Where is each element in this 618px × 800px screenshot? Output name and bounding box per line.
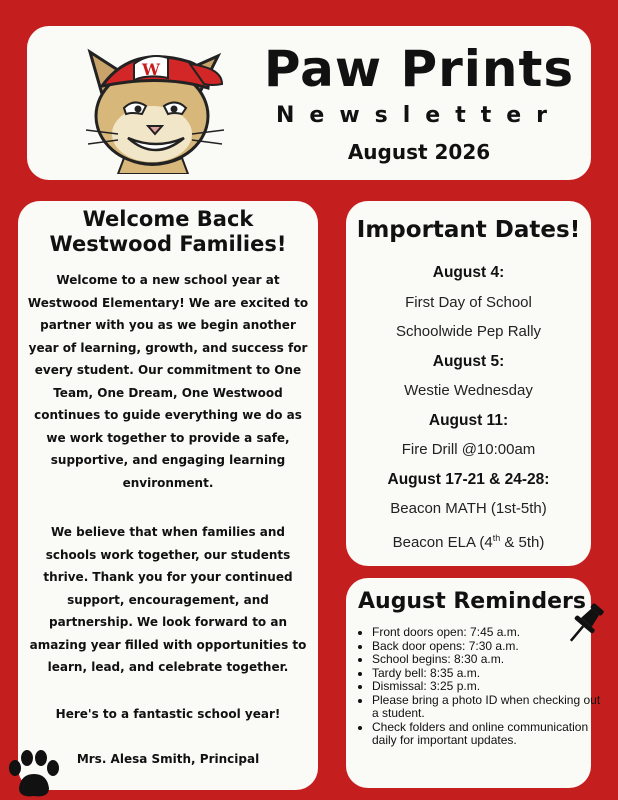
reminders-list: [358, 626, 602, 748]
reminder-item: • Tardy bell: 8:35 a.m.: [372, 667, 602, 681]
welcome-title-line2: Westwood Families!: [49, 232, 287, 256]
header-card: [27, 26, 591, 180]
newsletter-date: August 2026: [347, 140, 491, 164]
svg-text:W: W: [142, 60, 160, 79]
date-event: Fire Drill @10:00am: [401, 441, 536, 458]
important-dates-card: [346, 201, 591, 566]
important-dates-title: Important Dates!: [356, 217, 581, 243]
newsletter-title: Paw Prints: [263, 40, 575, 98]
august-reminders-card: [346, 578, 601, 788]
ela-superscript: th: [492, 532, 501, 543]
reminder-item: • Front doors open: 7:45 a.m.: [372, 626, 602, 640]
reminder-item: • School begins: 8:30 a.m.: [372, 653, 602, 667]
date-heading: August 5:: [432, 352, 505, 370]
date-heading: August 11:: [428, 411, 509, 429]
paw-print-icon: [5, 748, 61, 800]
welcome-closing: Here's to a fantastic school year!: [55, 707, 281, 721]
date-heading: August 4:: [432, 264, 505, 281]
date-event: Schoolwide Pep Rally: [395, 323, 542, 340]
date-heading: August 17-21 & 24-28:: [387, 470, 550, 488]
date-event: Beacon MATH (1st-5th): [390, 500, 547, 517]
welcome-paragraph-2: We believe that when families and schools work together, our students thrive. Thank you for your continued support, encouragement, and partnership. We look forward to an amazing year filled with opportunities to learn, lead, and celebrate together.: [29, 525, 307, 674]
newsletter-subtitle: Newsletter: [275, 103, 563, 128]
wildcat-mascot-icon: [72, 34, 232, 174]
welcome-card: [18, 201, 318, 790]
welcome-title-line1: Welcome Back: [82, 207, 254, 231]
ela-prefix: Beacon ELA (4: [392, 533, 493, 551]
reminder-item: • Dismissal: 3:25 p.m.: [372, 680, 602, 694]
reminder-item: • Please bring a photo ID when checking out a student.: [372, 694, 602, 721]
date-event: First Day of School: [405, 293, 532, 311]
reminder-item: • Check folders and online communication daily for important updates.: [372, 721, 602, 748]
principal-signature: Mrs. Alesa Smith, Principal: [76, 752, 260, 766]
date-event: Westie Wednesday: [404, 382, 533, 399]
date-event-ela: [346, 524, 591, 554]
welcome-title: [18, 207, 318, 257]
welcome-paragraph-1: Welcome to a new school year at Westwood Elementary! We are excited to partner with you as we begin another year of learning, growth, and success for every student. Our commitment to One Team, One Dream, One Westwood continues to guide everything we do as we work together to provide a safe, supportive, and engaging learning environment.: [27, 273, 309, 490]
important-dates-list: [346, 258, 591, 553]
reminder-item: • Back door opens: 7:30 a.m.: [372, 640, 602, 654]
ela-suffix: & 5th): [500, 533, 545, 551]
august-reminders-title: August Reminders: [358, 589, 586, 614]
